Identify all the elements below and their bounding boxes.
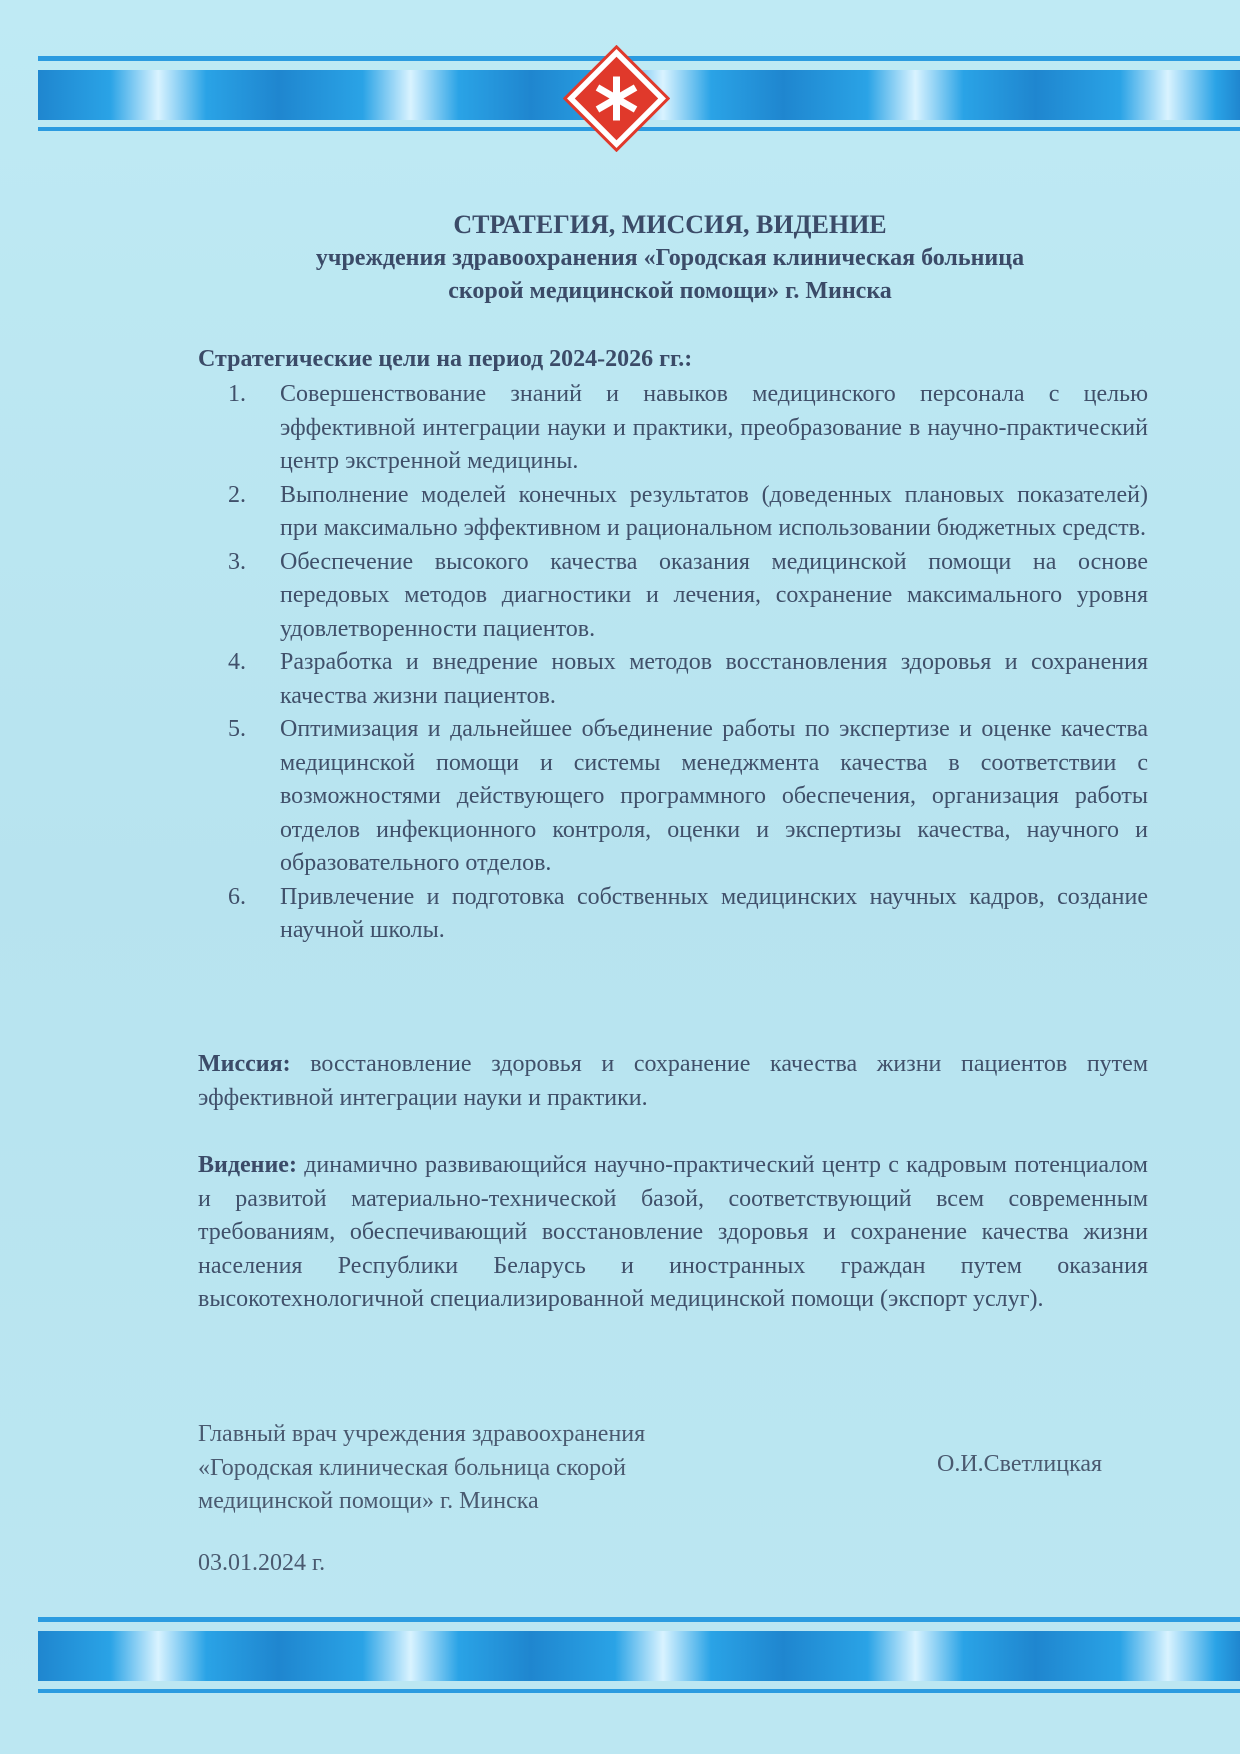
vision-paragraph bbox=[198, 1149, 1148, 1317]
list-item-text: Разработка и внедрение новых методов восстановления здоровья и сохранения качества жизни пациентов. bbox=[280, 649, 1148, 709]
list-item-text: Привлечение и подготовка собственных медицинских научных кадров, создание научной школы. bbox=[280, 883, 1148, 943]
list-item-number: 3. bbox=[228, 548, 246, 575]
bottom-band-line bbox=[38, 1689, 1240, 1693]
list-item-number: 6. bbox=[228, 883, 246, 910]
list-item bbox=[228, 378, 1148, 479]
list-item-text: Обеспечение высокого качества оказания медицинской помощи на основе передовых методов диагностики и лечения, сохранение максимального уровня удовлетворенности пациентов. bbox=[280, 548, 1148, 642]
bottom-decorative-band bbox=[38, 1631, 1240, 1681]
page-title: СТРАТЕГИЯ, МИССИЯ, ВИДЕНИЕ bbox=[453, 210, 887, 239]
signature-position-line2: «Городская клиническая больница скорой bbox=[198, 1454, 626, 1481]
list-item-number: 4. bbox=[228, 649, 246, 675]
goals-list bbox=[228, 378, 1148, 948]
institution-name-line2: скорой медицинской помощи» г. Минска bbox=[448, 278, 892, 304]
list-item bbox=[228, 713, 1148, 881]
signature-block bbox=[198, 1418, 758, 1519]
list-item-text: Выполнение моделей конечных результатов (доведенных плановых показателей) при максимально эффективном и рациональном использовании бюджетных средств. bbox=[280, 481, 1148, 541]
medical-star-diamond-icon bbox=[563, 45, 670, 152]
list-item-number: 1. bbox=[228, 381, 246, 407]
list-item-number: 2. bbox=[228, 481, 246, 508]
list-item bbox=[228, 479, 1148, 546]
list-item bbox=[228, 546, 1148, 647]
mission-text: восстановление здоровья и сохранение качества жизни пациентов путем эффективной интеграции науки и практики. bbox=[198, 1051, 1148, 1111]
list-item bbox=[228, 881, 1148, 948]
list-item-text: Совершенствование знаний и навыков медицинского персонала с целью эффективной интеграции науки и практики, преобразование в научно-практический центр экстренной медицины. bbox=[280, 381, 1148, 474]
signature-position-line1: Главный врач учреждения здравоохранения bbox=[198, 1421, 646, 1447]
mission-paragraph bbox=[198, 1048, 1148, 1115]
list-item bbox=[228, 646, 1148, 713]
mission-label: Миссия: bbox=[198, 1051, 291, 1077]
list-item-text: Оптимизация и дальнейшее объединение работы по экспертизе и оценке качества медицинской помощи и системы менеджмента качества в соответствии с возможностями действующего программного обеспечения, организация работы отделов инфекционного контроля, оценки и экспертизы качества, научного и образовательного отделов. bbox=[280, 716, 1148, 876]
institution-name-line1: учреждения здравоохранения «Городская клиническая больница bbox=[315, 245, 1025, 271]
document-date: 03.01.2024 г. bbox=[198, 1550, 326, 1576]
signatory-name: О.И.Светлицкая bbox=[937, 1451, 1103, 1477]
vision-text: динамично развивающийся научно-практический центр с кадровым потенциалом и развитой материально-технической базой, соответствующий всем современным требованиям, обеспечивающий восстановление здоровья и сохранение качества жизни населения Республики Беларусь и иностранных граждан путем оказания высокотехнологичной специализированной медицинской помощи (экспорт услуг). bbox=[198, 1152, 1148, 1312]
bottom-band-line bbox=[38, 1617, 1240, 1622]
vision-label: Видение: bbox=[198, 1152, 297, 1178]
list-item-number: 5. bbox=[228, 716, 246, 742]
signature-position-line3: медицинской помощи» г. Минска bbox=[198, 1488, 539, 1514]
goals-heading: Стратегические цели на период 2024-2026 гг.: bbox=[198, 346, 693, 372]
